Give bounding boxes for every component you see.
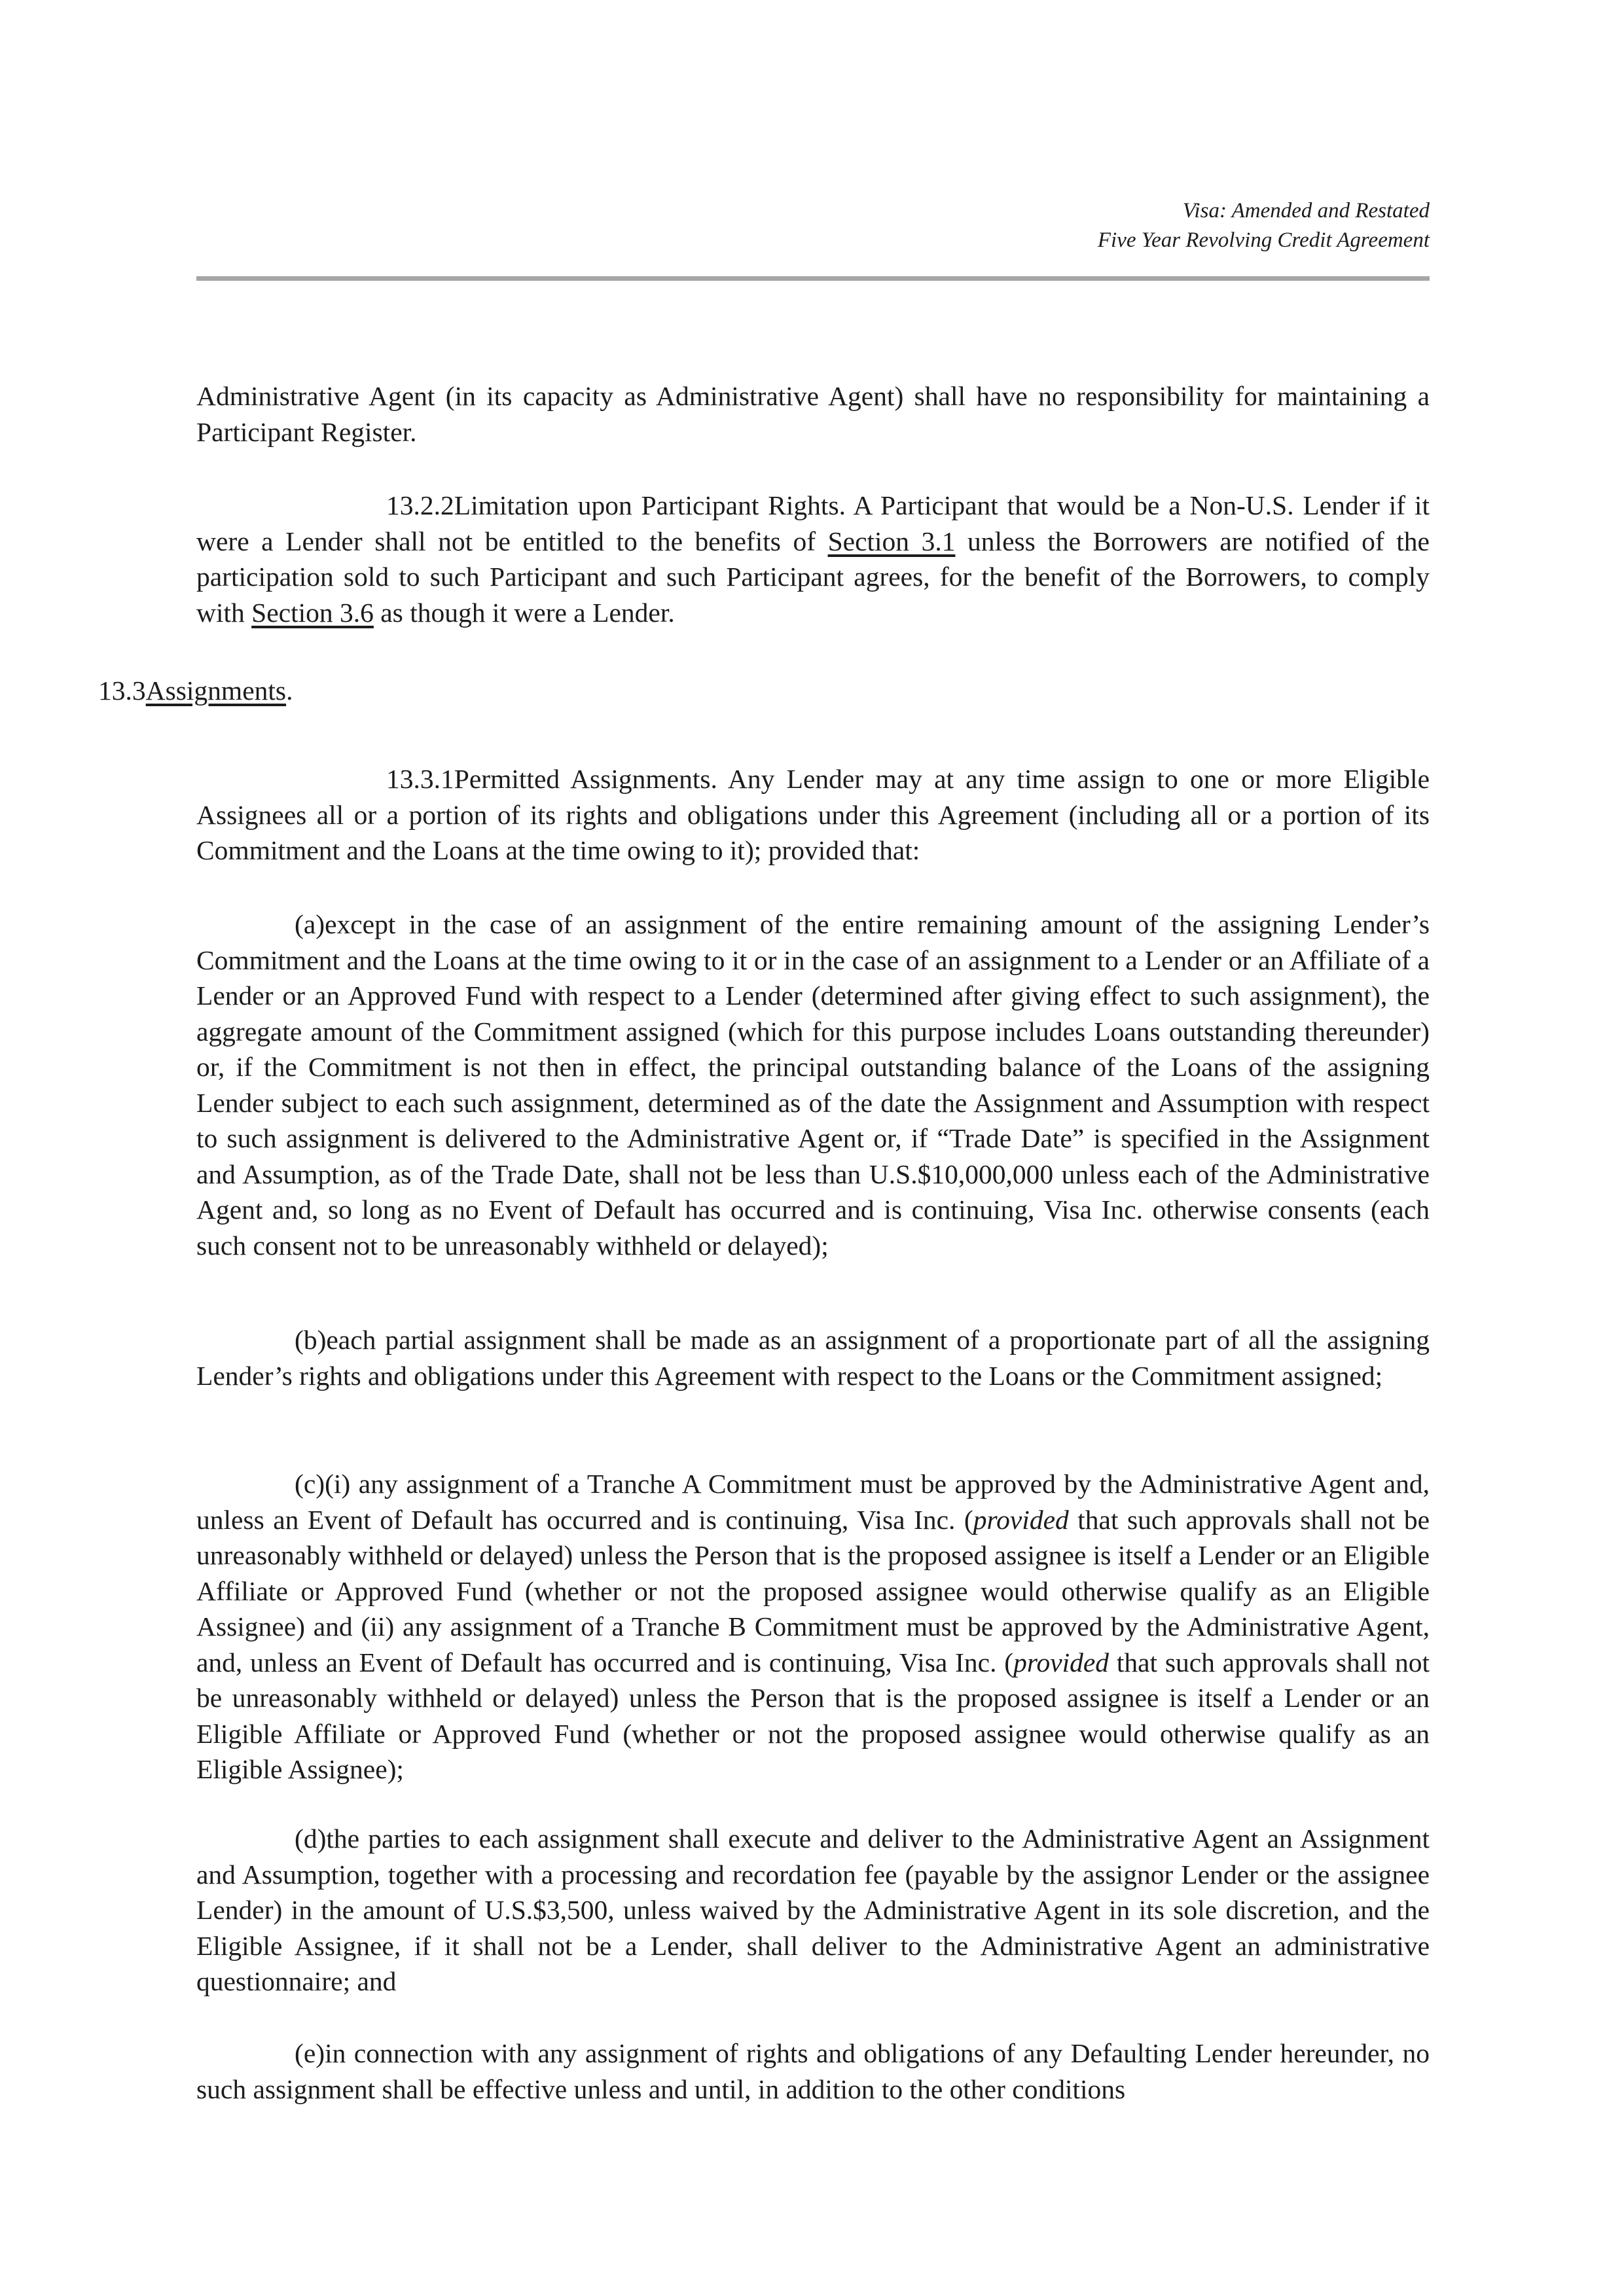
clause-e bbox=[196, 2036, 1430, 2107]
paragraph-continuation bbox=[196, 378, 1430, 450]
paragraph-13-2-2 bbox=[196, 488, 1430, 630]
clause-label: (b) bbox=[295, 1325, 327, 1355]
clause-a bbox=[196, 906, 1430, 1263]
clause-text: that such approvals shall not be unreasonably withheld or delayed) unless the Person that is the proposed assignee is itself a Lender or an Eligible Affiliate or Approved Fund (whether or not the proposed assignee would otherwise qualify as an Eligible Assignee); bbox=[196, 1647, 1430, 1784]
clause-label: (c) bbox=[295, 1469, 325, 1499]
header-line-1: Visa: Amended and Restated bbox=[1182, 199, 1430, 223]
clause-text: the parties to each assignment shall execute and deliver to the Administrative Agent an Assignment and Assumption, together with a processing and recordation fee (payable by the assignor Lender or the assignee Lender) in the amount of U.S.$3,500, unless waived by the Administrative Agent in its sole discretion, and the Eligible Assignee, if it shall not be a Lender, shall deliver to the Administrative Agent an administrative questionnaire; and bbox=[196, 1823, 1430, 1996]
header-line-2: Five Year Revolving Credit Agreement bbox=[1097, 228, 1430, 252]
section-heading-13-3 bbox=[98, 673, 293, 709]
section-3-1-link[interactable]: Section 3.1 bbox=[827, 526, 956, 556]
paragraph-text: Administrative Agent (in its capacity as Administrative Agent) shall have no responsibility for maintaining a Participant Register. bbox=[196, 381, 1430, 447]
running-header bbox=[1098, 196, 1430, 255]
paragraph-text: unless the Borrowers are notified of the participation sold to such Participant and such Participant agrees, for the benefit of the Borrowers, to comply with bbox=[196, 526, 1430, 628]
italic-term: provided bbox=[1013, 1647, 1110, 1677]
heading-period: . bbox=[286, 675, 293, 706]
paragraph-text: Limitation upon Participant Rights. A Participant that would be a Non-U.S. Lender if it were a Lender shall not be entitled to the benefits of bbox=[196, 490, 1430, 556]
clause-text: (i) any assignment of a Tranche A Commitment must be approved by the Administrative Agent and, unless an Event of Default has occurred and is continuing, Visa Inc. ( bbox=[196, 1469, 1430, 1535]
clause-d bbox=[196, 1821, 1430, 2000]
clause-text: except in the case of an assignment of the entire remaining amount of the assigning Lender’s Commitment and the Loans at the time owing to it or in the case of an assignment to a Lender or an Affiliate of a Lender or an Approved Fund with respect to a Lender (determined after giving effect to such assignment), the aggregate amount of the Commitment assigned (which for this purpose includes Loans outstanding thereunder) or, if the Commitment is not then in effect, the principal outstanding balance of the Loans of the assigning Lender subject to each such assignment, determined as of the date the Assignment and Assumption with respect to such assignment is delivered to the Administrative Agent or, if “Trade Date” is specified in the Assignment and Assumption, as of the Trade Date, shall not be less than U.S.$10,000,000 unless each of the Administrative Agent and, so long as no Event of Default has occurred and is continuing, Visa Inc. otherwise consents (each such consent not to be unreasonably withheld or delayed); bbox=[196, 909, 1430, 1261]
section-number: 13.3.1 bbox=[386, 764, 454, 794]
clause-c bbox=[196, 1466, 1430, 1787]
clause-text: that such approvals shall not be unreasonably withheld or delayed) unless the Person that is the proposed assignee is itself a Lender or an Eligible Affiliate or Approved Fund (whether or not the proposed assignee would otherwise qualify as an Eligible Assignee) and (ii) any assignment of a Tranche B Commitment must be approved by the Administrative Agent, and, unless an Event of Default has occurred and is continuing, Visa Inc. ( bbox=[196, 1504, 1430, 1677]
clause-label: (a) bbox=[295, 909, 325, 939]
section-title: Assignments bbox=[145, 675, 287, 706]
section-number: 13.3 bbox=[98, 675, 146, 706]
section-3-6-link[interactable]: Section 3.6 bbox=[251, 597, 374, 628]
clause-text: in connection with any assignment of rights and obligations of any Defaulting Lender hereunder, no such assignment shall be effective unless and until, in addition to the other conditions bbox=[196, 2038, 1430, 2104]
section-number: 13.2.2 bbox=[386, 490, 454, 520]
paragraph-13-3-1 bbox=[196, 761, 1430, 869]
clause-label: (e) bbox=[295, 2038, 325, 2068]
clause-label: (d) bbox=[295, 1823, 327, 1854]
clause-text: each partial assignment shall be made as an assignment of a proportionate part of all the assigning Lender’s rights and obligations under this Agreement with respect to the Loans or the Commitment assigned; bbox=[196, 1325, 1430, 1391]
paragraph-text: as though it were a Lender. bbox=[373, 597, 675, 628]
italic-term: provided bbox=[973, 1504, 1069, 1535]
clause-b bbox=[196, 1322, 1430, 1393]
paragraph-text: Permitted Assignments. Any Lender may at any time assign to one or more Eligible Assignees all or a portion of its rights and obligations under this Agreement (including all or a portion of its Commitment and the Loans at the time owing to it); provided that: bbox=[196, 764, 1430, 865]
header-rule bbox=[196, 276, 1430, 281]
